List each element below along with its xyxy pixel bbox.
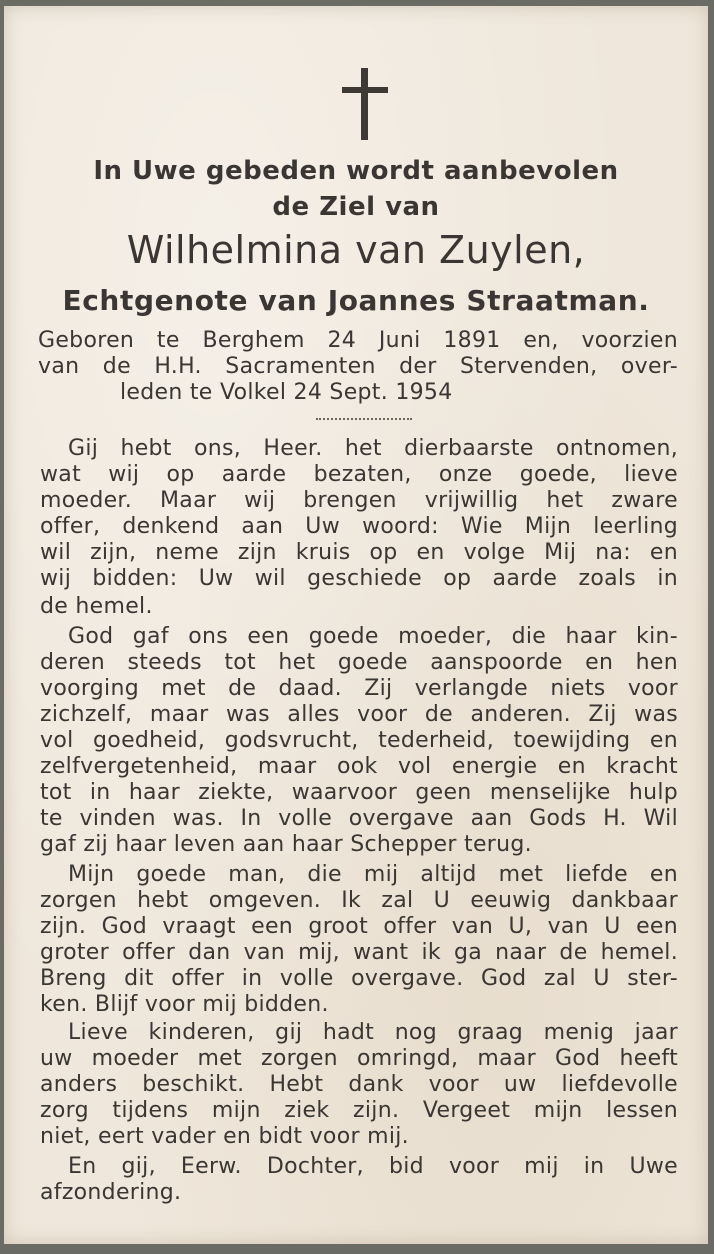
body-line: afzondering. bbox=[40, 1180, 182, 1205]
body-line: moeder. Maar wij brengen vrijwillig het zware bbox=[40, 488, 678, 513]
body-line: wat wij op aarde bezaten, onze goede, lieve bbox=[40, 462, 678, 487]
body-line: En gij, Eerw. Dochter, bid voor mij in Uwe bbox=[68, 1154, 678, 1179]
body-line: deren steeds tot het goede aanspoorde en hen bbox=[40, 650, 678, 675]
body-line: zijn. God vraagt een groot offer van U, van U een bbox=[40, 914, 678, 939]
divider bbox=[316, 418, 412, 420]
body-line: ken. Blijf voor mij bidden. bbox=[40, 992, 329, 1017]
sacrament-line: van de H.H. Sacramenten der Stervenden, over- bbox=[38, 354, 678, 379]
body-line: vol goedheid, godsvrucht, tederheid, toewijding en bbox=[40, 728, 678, 753]
intro-line: In Uwe gebeden wordt aanbevolen bbox=[93, 156, 619, 186]
body-line: God gaf ons een goede moeder, die haar kin- bbox=[68, 624, 678, 649]
body-line: te vinden was. In volle overgave aan Gods H. Wil bbox=[40, 806, 678, 831]
body-line: zorgen hebt omgeven. Ik zal U eeuwig dankbaar bbox=[40, 888, 678, 913]
body-line: voorging met de daad. Zij verlangde niets voor bbox=[40, 676, 678, 701]
body-line: Gij hebt ons, Heer. het dierbaarste ontnomen, bbox=[68, 436, 678, 461]
body-line: zelfvergetenheid, maar ook vol energie en kracht bbox=[40, 754, 678, 779]
body-line: de hemel. bbox=[40, 594, 153, 619]
body-line: wij bidden: Uw wil geschiede op aarde zoals in bbox=[40, 566, 678, 591]
memorial-card bbox=[4, 6, 708, 1244]
spouse-line: Echtgenote van Joannes Straatman. bbox=[62, 284, 650, 317]
body-line: offer, denkend aan Uw woord: Wie Mijn leerling bbox=[40, 514, 678, 539]
body-line: zichzelf, maar was alles voor de anderen. Zij was bbox=[40, 702, 678, 727]
body-line: tot in haar ziekte, waarvoor geen menselijke hulp bbox=[40, 780, 678, 805]
body-line: anders beschikt. Hebt dank voor uw liefdevolle bbox=[40, 1072, 678, 1097]
death-line: leden te Volkel 24 Sept. 1954 bbox=[120, 380, 453, 405]
body-line: Lieve kinderen, gij hadt nog graag menig jaar bbox=[68, 1020, 678, 1045]
body-line: gaf zij haar leven aan haar Schepper terug. bbox=[40, 832, 532, 857]
body-line: zorg tijdens mijn ziek zijn. Vergeet mijn lessen bbox=[40, 1098, 678, 1123]
cross-icon bbox=[342, 68, 388, 140]
body-line: niet, eert vader en bidt voor mij. bbox=[40, 1124, 409, 1149]
body-line: uw moeder met zorgen omringd, maar God heeft bbox=[40, 1046, 678, 1071]
body-line: wil zijn, neme zijn kruis op en volge Mij na: en bbox=[40, 540, 678, 565]
intro-line-2: de Ziel van bbox=[272, 192, 440, 222]
deceased-name: Wilhelmina van Zuylen, bbox=[126, 228, 586, 272]
body-line: Mijn goede man, die mij altijd met liefde en bbox=[68, 862, 678, 887]
birth-line: Geboren te Berghem 24 Juni 1891 en, voorzien bbox=[38, 328, 678, 353]
body-line: groter offer dan van mij, want ik ga naar de hemel. bbox=[40, 940, 678, 965]
body-line: Breng dit offer in volle overgave. God zal U ster- bbox=[40, 966, 678, 991]
